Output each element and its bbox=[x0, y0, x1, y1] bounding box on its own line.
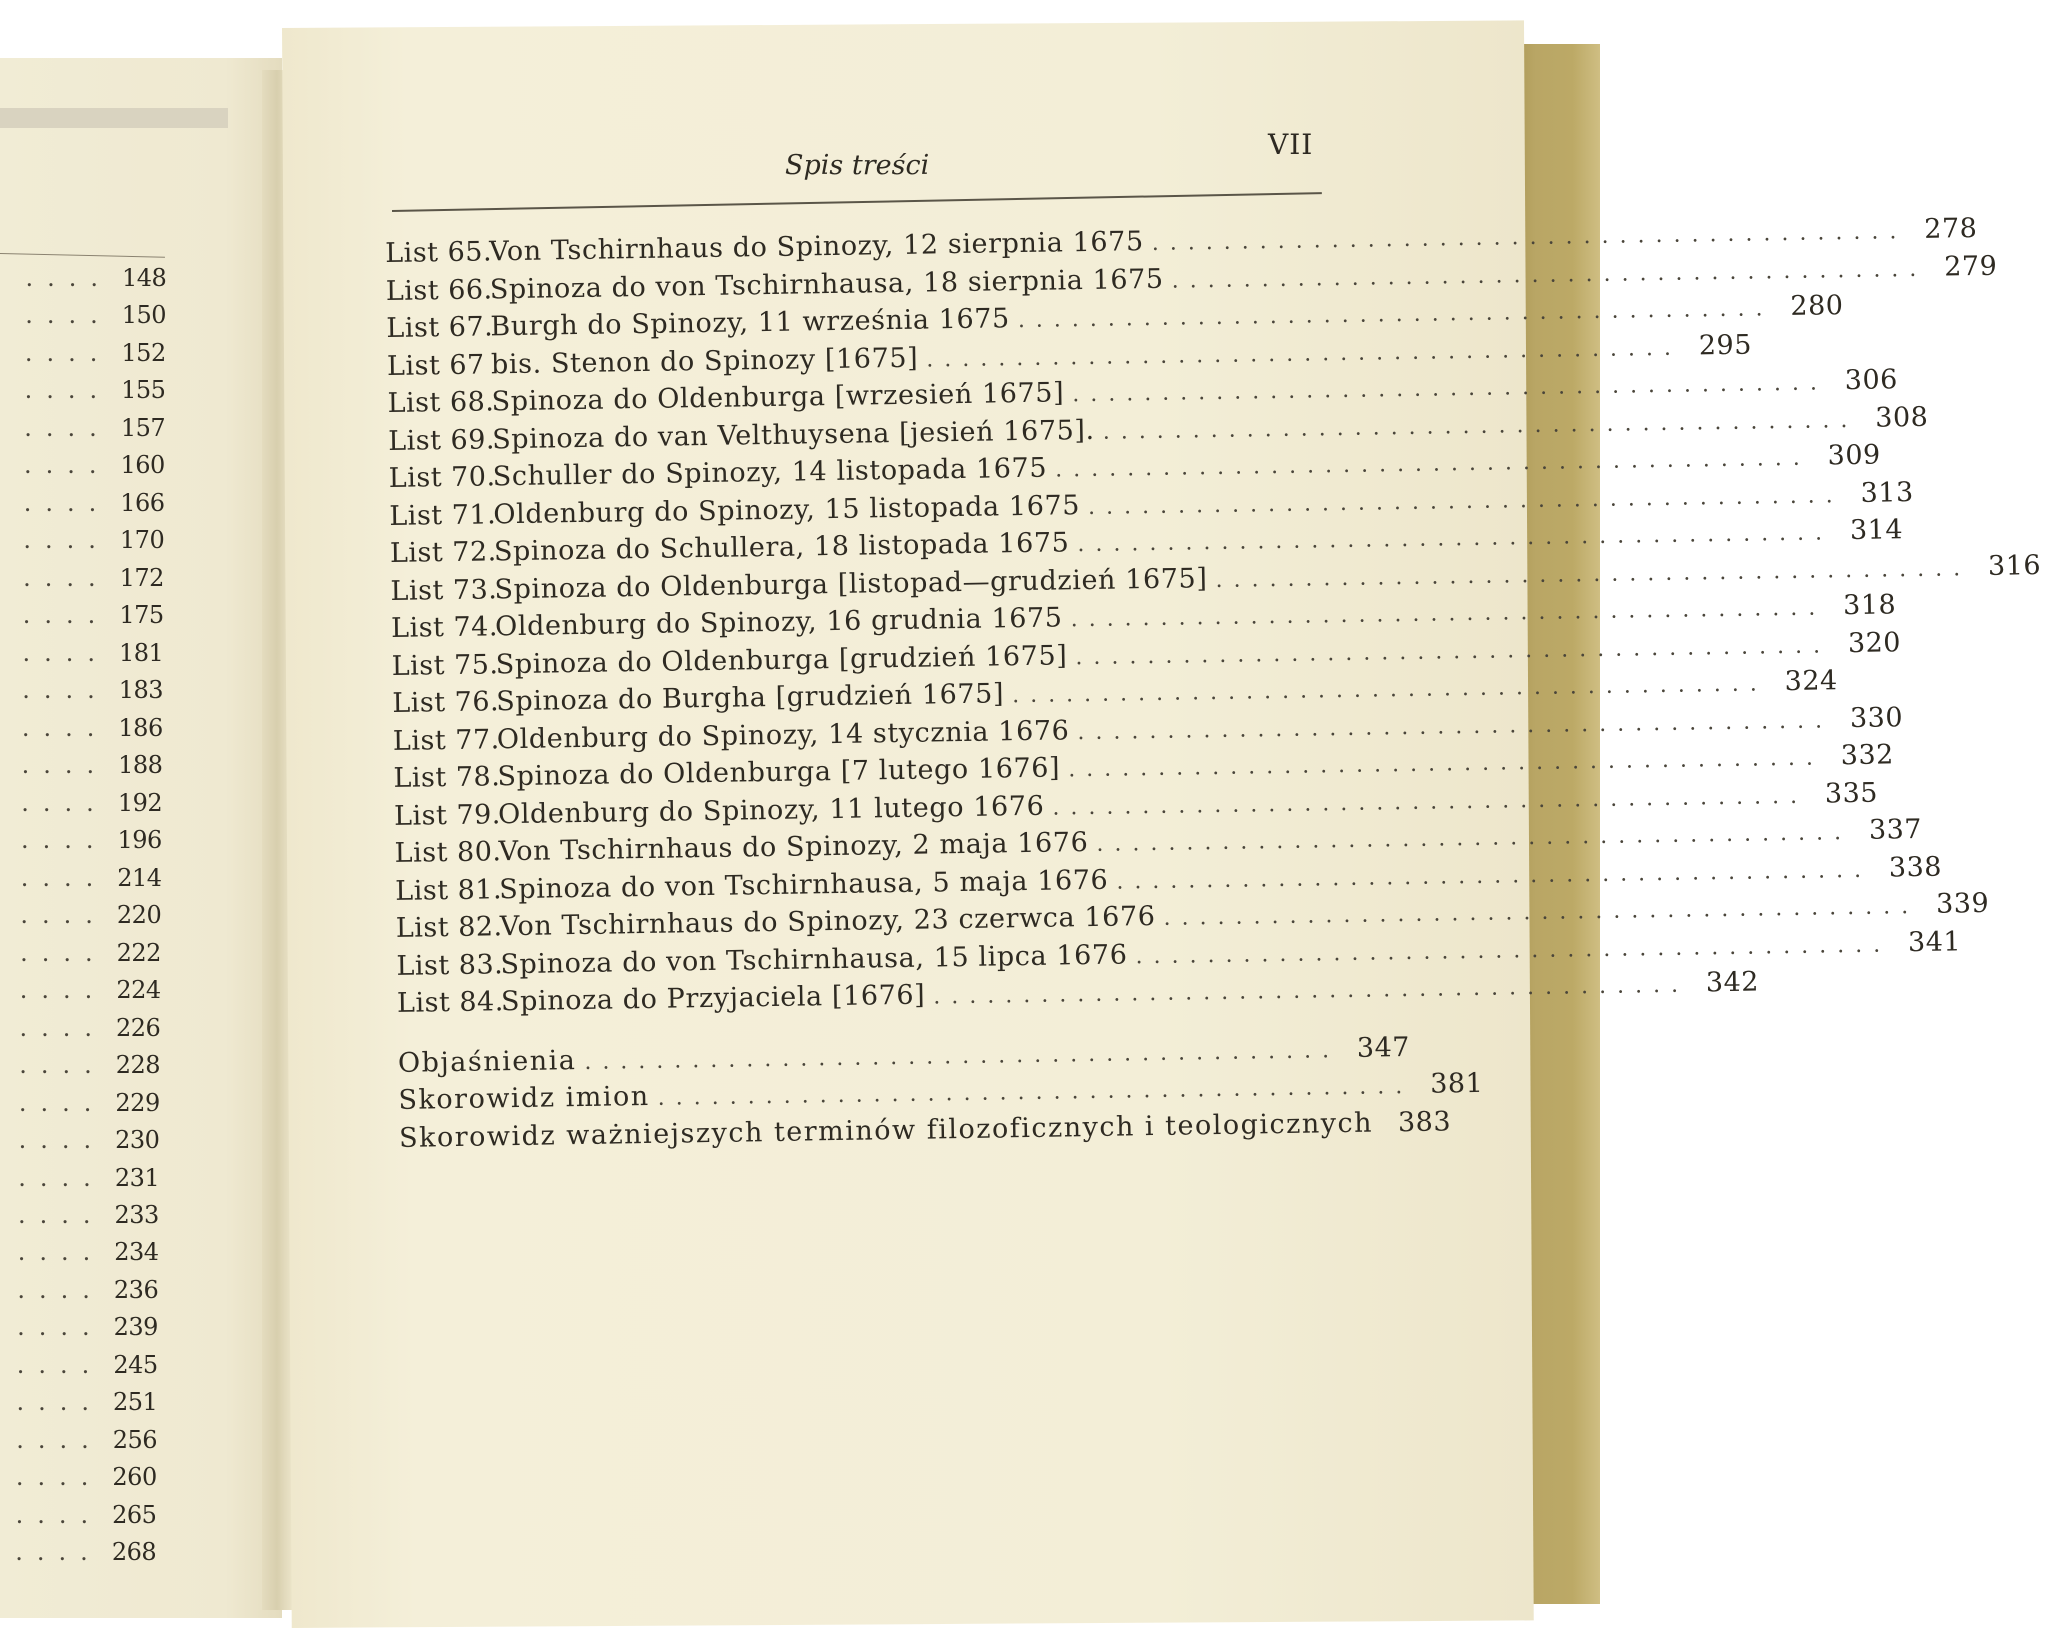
toc-entry-page: 339 bbox=[1927, 888, 1989, 920]
leader-dots: .... bbox=[20, 939, 107, 967]
toc-entry-label: List 75. bbox=[391, 649, 495, 682]
toc-appendix-title: Objaśnienia bbox=[398, 1045, 577, 1079]
left-page-row bbox=[0, 1425, 161, 1455]
toc-entry-page: 338 bbox=[1880, 851, 1942, 883]
toc-entry-label: List 67 bbox=[387, 349, 491, 382]
toc-entry-title: Spinoza do Oldenburga [wrzesień 1675] bbox=[491, 377, 1064, 417]
left-page-number: 192 bbox=[118, 789, 166, 817]
left-page-number: 157 bbox=[121, 414, 169, 442]
toc-appendix-page: 347 bbox=[1348, 1032, 1410, 1064]
leader-dots: .... bbox=[18, 1164, 105, 1192]
leader-dots: .... bbox=[16, 1426, 103, 1454]
left-page-number: 188 bbox=[118, 751, 166, 779]
leader-dots: .......................................... bbox=[1171, 256, 1927, 293]
leader-dots: .... bbox=[18, 1201, 105, 1229]
toc-entry-label: List 72. bbox=[390, 536, 494, 569]
leader-dots: .... bbox=[22, 639, 109, 667]
left-page-number: 186 bbox=[118, 714, 166, 742]
toc-entry-page: 306 bbox=[1836, 364, 1898, 396]
left-page-number: 231 bbox=[115, 1164, 163, 1192]
toc-entry-title: Spinoza do von Tschirnhausa, 15 lipca 1676 bbox=[500, 939, 1128, 980]
toc-entry-label: List 71. bbox=[389, 499, 493, 532]
left-page-number: 224 bbox=[116, 976, 164, 1004]
toc-appendix-page: 383 bbox=[1389, 1106, 1451, 1138]
left-page-top-strip bbox=[0, 108, 228, 128]
leader-dots: .... bbox=[19, 1051, 106, 1079]
left-page-row bbox=[0, 713, 166, 743]
toc-entry-label: List 79. bbox=[394, 799, 498, 832]
leader-dots: .......................................... bbox=[1075, 633, 1831, 670]
left-page-row bbox=[0, 450, 169, 480]
left-page-row bbox=[0, 600, 167, 630]
leader-dots: .... bbox=[24, 489, 111, 517]
leader-dots: .......................................... bbox=[1012, 671, 1768, 708]
leader-dots: .......................................... bbox=[933, 973, 1689, 1010]
left-page-row bbox=[0, 750, 166, 780]
leader-dots: .......................................... bbox=[1055, 446, 1811, 483]
left-page-row bbox=[0, 675, 167, 705]
left-page-number: 160 bbox=[121, 451, 169, 479]
toc-appendix-title: Skorowidz ważniejszych terminów filozoficznych i teologicznych bbox=[399, 1107, 1373, 1153]
leader-dots: .......................................... bbox=[1088, 483, 1844, 520]
toc-entry-page: 324 bbox=[1775, 665, 1837, 697]
toc-appendix-page: 381 bbox=[1421, 1068, 1483, 1100]
toc-entry-page: 314 bbox=[1841, 514, 1903, 546]
toc-entry-page: 337 bbox=[1860, 814, 1922, 846]
leader-dots: .... bbox=[17, 1351, 104, 1379]
leader-dots: .... bbox=[21, 789, 108, 817]
leader-dots: .... bbox=[23, 526, 110, 554]
toc-entry-title: Spinoza do Przyjaciela [1676] bbox=[501, 980, 926, 1018]
toc-entry-page: 279 bbox=[1935, 250, 1997, 282]
left-page-row bbox=[0, 900, 165, 930]
left-page-row bbox=[0, 488, 168, 518]
leader-dots: .... bbox=[18, 1238, 105, 1266]
left-page-header-rule bbox=[0, 253, 165, 258]
toc-appendix-title: Skorowidz imion bbox=[398, 1081, 650, 1116]
left-page bbox=[0, 58, 282, 1618]
leader-dots: .......................................... bbox=[657, 1074, 1413, 1111]
left-page-row bbox=[0, 525, 168, 555]
leader-dots: .......................................... bbox=[1096, 820, 1852, 857]
toc-entry-page: 308 bbox=[1866, 401, 1928, 433]
left-page-number: 175 bbox=[119, 601, 167, 629]
left-page-row bbox=[0, 263, 170, 293]
leader-dots: .......................................... bbox=[1163, 894, 1919, 931]
leader-dots: .......................................... bbox=[1135, 932, 1891, 969]
toc-entry-page: 309 bbox=[1818, 440, 1880, 472]
leader-dots: .... bbox=[23, 564, 110, 592]
toc-entry-title: Burgh do Spinozy, 11 września 1675 bbox=[490, 303, 1010, 342]
left-page-row bbox=[0, 825, 166, 855]
toc-entry-label: List 73. bbox=[390, 574, 494, 607]
left-page-number: 265 bbox=[112, 1501, 160, 1529]
left-page-row bbox=[0, 1237, 162, 1267]
leader-dots: .......................................... bbox=[1070, 595, 1826, 632]
toc-entry-title: Spinoza do von Tschirnhausa, 5 maja 1676 bbox=[499, 864, 1109, 905]
left-page-number: 226 bbox=[116, 1014, 164, 1042]
left-page-number: 230 bbox=[115, 1126, 163, 1154]
left-page-row bbox=[0, 1275, 162, 1305]
leader-dots: .......................................... bbox=[1018, 296, 1774, 333]
leader-dots: .... bbox=[24, 451, 111, 479]
leader-dots: .......................................... bbox=[1215, 556, 1971, 593]
leader-dots: .... bbox=[20, 901, 107, 929]
toc-entry-page: 316 bbox=[1979, 550, 2041, 582]
toc-entry-label: List 84. bbox=[397, 986, 501, 1019]
toc-entry-label: List 66. bbox=[386, 274, 490, 307]
toc-entry-title: Spinoza do Schullera, 18 listopada 1675 bbox=[494, 527, 1070, 567]
leader-dots: .... bbox=[25, 301, 112, 329]
toc-entry-title: Spinoza do Oldenburga [listopad—grudzień 1675] bbox=[494, 563, 1207, 605]
left-page-number: 228 bbox=[116, 1051, 164, 1079]
left-page-number: 256 bbox=[113, 1426, 161, 1454]
toc-entry-label: List 83. bbox=[396, 949, 500, 982]
leader-dots: .......................................... bbox=[1077, 520, 1833, 557]
left-page-row bbox=[0, 1500, 160, 1530]
left-page-row bbox=[0, 863, 165, 893]
left-page-number: 251 bbox=[113, 1388, 161, 1416]
leader-dots: .... bbox=[16, 1388, 103, 1416]
leader-dots: .... bbox=[21, 826, 108, 854]
left-page-row bbox=[0, 1163, 163, 1193]
toc-entry-label: List 77. bbox=[393, 724, 497, 757]
toc-entry-page: 341 bbox=[1899, 926, 1961, 958]
left-page-number: 152 bbox=[121, 339, 169, 367]
leader-dots: .... bbox=[22, 751, 109, 779]
leader-dots: .... bbox=[22, 714, 109, 742]
left-page-number: 166 bbox=[120, 489, 168, 517]
toc-entry-title: Von Tschirnhaus do Spinozy, 12 sierpnia 1675 bbox=[489, 226, 1144, 267]
left-page-row bbox=[0, 1462, 160, 1492]
toc-entry-label: List 67. bbox=[386, 311, 490, 344]
left-page-number: 196 bbox=[118, 826, 166, 854]
left-page-number: 222 bbox=[117, 939, 165, 967]
left-page-number: 268 bbox=[112, 1538, 160, 1566]
leader-dots: .......................................... bbox=[1077, 708, 1833, 745]
toc-entry-title: Spinoza do Oldenburga [grudzień 1675] bbox=[495, 640, 1067, 680]
left-page-row bbox=[0, 1387, 161, 1417]
toc-entry-label: List 68. bbox=[387, 386, 491, 419]
toc-letter-entries bbox=[385, 223, 1337, 1025]
left-page-number: 181 bbox=[119, 639, 167, 667]
leader-dots: .......................................... bbox=[1068, 745, 1824, 782]
toc-entry-page: 335 bbox=[1816, 777, 1878, 809]
toc-entry-title: Von Tschirnhaus do Spinozy, 2 maja 1676 bbox=[498, 827, 1088, 867]
leader-dots: .... bbox=[16, 1501, 103, 1529]
left-page-number: 239 bbox=[114, 1313, 162, 1341]
toc-entry-label: List 78. bbox=[393, 761, 497, 794]
toc-entry-title: Oldenburg do Spinozy, 16 grudnia 1675 bbox=[495, 602, 1063, 642]
left-page-number: 245 bbox=[113, 1351, 161, 1379]
toc-entry-title: Spinoza do van Velthuysena [jesień 1675]. bbox=[492, 414, 1095, 454]
left-page-number: 233 bbox=[115, 1201, 163, 1229]
left-page-row bbox=[0, 1312, 162, 1342]
toc-entry-label: List 65. bbox=[385, 236, 489, 269]
left-page-number: 214 bbox=[117, 864, 165, 892]
toc-entry-page: 318 bbox=[1834, 589, 1896, 621]
leader-dots: .... bbox=[23, 601, 110, 629]
toc-entry-title: Oldenburg do Spinozy, 15 listopada 1675 bbox=[493, 490, 1080, 530]
toc-entry-title: Oldenburg do Spinozy, 11 lutego 1676 bbox=[498, 790, 1045, 830]
toc-entry-title: Schuller do Spinozy, 14 listopada 1675 bbox=[493, 453, 1048, 493]
toc-entry-page: 342 bbox=[1697, 967, 1759, 999]
toc-entry-title: Von Tschirnhaus do Spinozy, 23 czerwca 1676 bbox=[500, 901, 1156, 942]
left-page-row bbox=[0, 1088, 163, 1118]
left-page-row bbox=[0, 1013, 164, 1043]
leader-dots: .... bbox=[17, 1313, 104, 1341]
left-page-number: 150 bbox=[122, 301, 170, 329]
toc-entry-label: List 76. bbox=[392, 686, 496, 719]
toc-entry-page: 280 bbox=[1781, 290, 1843, 322]
toc-entry-title: Spinoza do Oldenburga [7 lutego 1676] bbox=[497, 752, 1060, 792]
toc-appendix-entries bbox=[398, 1033, 1340, 1160]
left-page-number: 236 bbox=[114, 1276, 162, 1304]
left-page-row bbox=[0, 1537, 160, 1567]
toc-entry-page: 278 bbox=[1915, 213, 1977, 245]
leader-dots: .... bbox=[22, 676, 109, 704]
toc-entry-label: List 74. bbox=[391, 611, 495, 644]
left-page-row bbox=[0, 1350, 161, 1380]
leader-dots: .......................................... bbox=[926, 335, 1682, 372]
leader-dots: .......................................... bbox=[1152, 219, 1908, 256]
left-page-number: 229 bbox=[115, 1089, 163, 1117]
toc-entry-label: List 69. bbox=[388, 424, 492, 457]
toc-entry-title: bis. Stenon do Spinozy [1675] bbox=[491, 342, 919, 380]
leader-dots: .... bbox=[19, 1126, 106, 1154]
left-page-row bbox=[0, 938, 165, 968]
left-page-row bbox=[0, 1200, 163, 1230]
left-page-row bbox=[0, 338, 169, 368]
left-page-row bbox=[0, 1050, 164, 1080]
toc-entry-label: List 82. bbox=[396, 911, 500, 944]
left-page-number: 148 bbox=[122, 264, 170, 292]
left-page-number: 260 bbox=[112, 1463, 160, 1491]
running-head: Spis treści bbox=[785, 150, 929, 181]
page-folio: VII bbox=[1268, 128, 1313, 161]
left-page-row bbox=[0, 375, 169, 405]
toc-entry-title: Spinoza do von Tschirnhausa, 18 sierpnia 1675 bbox=[490, 263, 1164, 305]
leader-dots: .... bbox=[21, 864, 108, 892]
left-page-row bbox=[0, 300, 170, 330]
toc-entry-label: List 70. bbox=[389, 461, 493, 494]
toc-entry-title: Spinoza do Burgha [grudzień 1675] bbox=[496, 678, 1004, 717]
left-page-number: 170 bbox=[120, 526, 168, 554]
toc-entry-page: 313 bbox=[1851, 477, 1913, 509]
leader-dots: .... bbox=[20, 976, 107, 1004]
leader-dots: .... bbox=[16, 1463, 103, 1491]
leader-dots: .......................................... bbox=[1116, 857, 1872, 894]
table-of-contents bbox=[385, 223, 1339, 1160]
toc-entry-page: 295 bbox=[1690, 329, 1752, 361]
leader-dots: .... bbox=[17, 1276, 104, 1304]
leader-dots: .... bbox=[15, 1538, 102, 1566]
leader-dots: .......................................... bbox=[584, 1038, 1340, 1075]
leader-dots: .......................................... bbox=[1103, 407, 1859, 444]
left-page-number: 183 bbox=[119, 676, 167, 704]
toc-entry-label: List 81. bbox=[395, 874, 499, 907]
toc-entry-page: 320 bbox=[1839, 627, 1901, 659]
left-page-row bbox=[0, 788, 166, 818]
left-page-number: 220 bbox=[117, 901, 165, 929]
left-page-number: 155 bbox=[121, 376, 169, 404]
leader-dots: .... bbox=[25, 339, 112, 367]
left-page-row bbox=[0, 975, 164, 1005]
left-page-row bbox=[0, 1125, 163, 1155]
leader-dots: .... bbox=[25, 376, 112, 404]
toc-entry-title: Oldenburg do Spinozy, 14 stycznia 1676 bbox=[497, 715, 1070, 755]
toc-entry-page: 330 bbox=[1841, 702, 1903, 734]
left-page-row bbox=[0, 563, 168, 593]
leader-dots: .......................................... bbox=[1052, 783, 1808, 820]
leader-dots: .... bbox=[25, 264, 112, 292]
toc-entry-label: List 80. bbox=[394, 836, 498, 869]
left-page-number: 234 bbox=[114, 1238, 162, 1266]
left-page-row bbox=[0, 413, 169, 443]
leader-dots: .... bbox=[19, 1014, 106, 1042]
leader-dots: .... bbox=[24, 414, 111, 442]
toc-entry-page: 332 bbox=[1832, 739, 1894, 771]
leader-dots: .......................................... bbox=[1072, 370, 1828, 407]
leader-dots: .... bbox=[19, 1089, 106, 1117]
left-page-row bbox=[0, 638, 167, 668]
left-page-number: 172 bbox=[120, 564, 168, 592]
